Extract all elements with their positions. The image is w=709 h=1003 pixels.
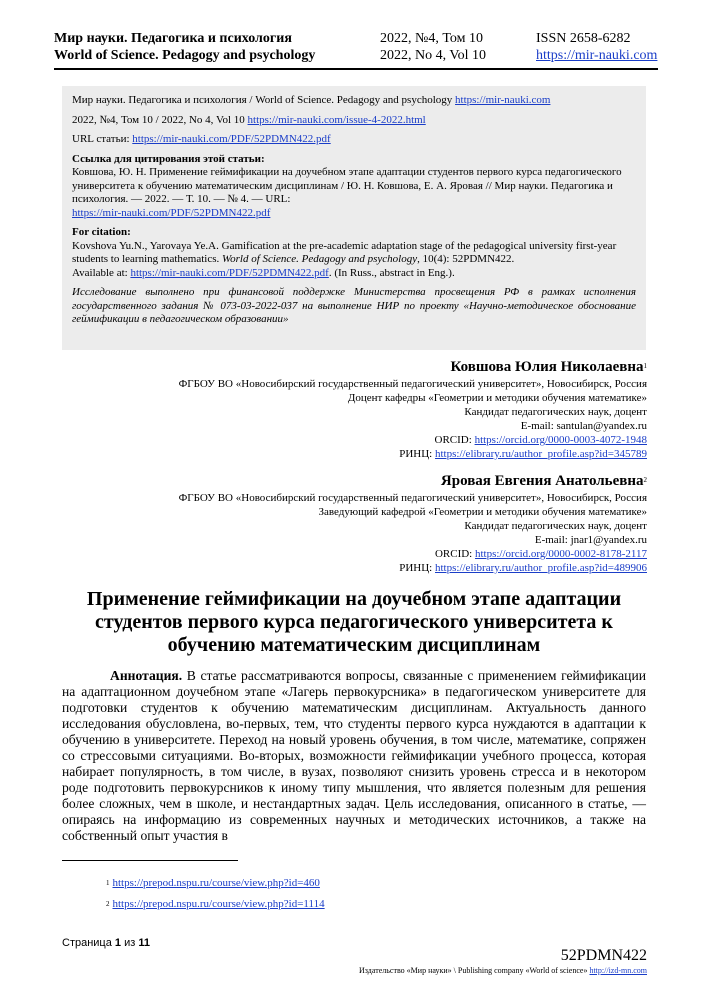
publisher-text: Издательство «Мир науки» \ Publishing company «World of science» bbox=[359, 966, 590, 975]
author-name-text: Яровая Евгения Анатольевна bbox=[440, 473, 644, 489]
citation-info-box bbox=[62, 86, 646, 350]
author-footnote-mark[interactable]: 2 bbox=[643, 476, 647, 484]
header-row-en bbox=[54, 47, 658, 65]
author-rinc-2 bbox=[47, 561, 647, 575]
abstract bbox=[62, 668, 646, 844]
footnote-1 bbox=[106, 876, 320, 890]
journal-name-ru: Мир науки. Педагогика и психология bbox=[54, 31, 292, 46]
author-org-1: ФГБОУ ВО «Новосибирский государственный педагогический университет», Новосибирск, Россия bbox=[178, 378, 647, 390]
footnote-link[interactable]: https://prepod.nspu.ru/course/view.php?id=460 bbox=[112, 877, 320, 889]
issue-en: 2022, No 4, Vol 10 bbox=[380, 48, 487, 63]
article-url-link[interactable]: https://mir-nauki.com/PDF/52PDMN422.pdf bbox=[132, 133, 331, 145]
footnote-divider bbox=[62, 860, 238, 861]
citation-en-text-3: . (In Russ., abstract in Eng.). bbox=[328, 266, 455, 279]
running-header bbox=[54, 30, 658, 70]
orcid-link[interactable]: https://orcid.org/0000-0003-4072-1948 bbox=[474, 434, 647, 446]
orcid-label: ORCID: bbox=[434, 434, 475, 446]
publisher-line bbox=[359, 966, 647, 976]
rinc-link[interactable]: https://elibrary.ru/author_profile.asp?id=489906 bbox=[435, 562, 647, 574]
author-email-2: E-mail: jnar1@yandex.ru bbox=[534, 534, 647, 546]
author-degree-1: Кандидат педагогических наук, доцент bbox=[464, 406, 647, 418]
author-degree-2: Кандидат педагогических наук, доцент bbox=[464, 520, 647, 532]
of-word: из bbox=[121, 937, 139, 949]
citation-en-text: Kovshova Yu.N., Yarovaya Ye.A. Gamification at the pre-academic adaptation stage of the pedagogical university first-year students to learning mathematics. bbox=[72, 239, 617, 265]
author-position-2: Заведующий кафедрой «Геометрии и методики обучения математике» bbox=[318, 506, 647, 518]
issn: ISSN 2658-6282 bbox=[536, 31, 631, 46]
rinc-label: РИНЦ: bbox=[399, 448, 435, 460]
issue-link[interactable]: https://mir-nauki.com/issue-4-2022.html bbox=[247, 113, 426, 126]
citation-en-available: Available at: bbox=[72, 266, 131, 279]
citation-en-text-2: , 10(4): 52PDMN422. bbox=[417, 253, 515, 265]
orcid-link[interactable]: https://orcid.org/0000-0002-8178-2117 bbox=[474, 548, 647, 560]
author-org-2: ФГБОУ ВО «Новосибирский государственный педагогический университет», Новосибирск, Россия bbox=[178, 492, 647, 504]
footnote-2 bbox=[106, 897, 325, 911]
author-name-1 bbox=[47, 358, 647, 376]
url-line bbox=[72, 133, 636, 147]
citation-en-label: For citation: bbox=[72, 226, 131, 238]
citation-ru-link[interactable]: https://mir-nauki.com/PDF/52PDMN422.pdf bbox=[72, 206, 271, 219]
rinc-link[interactable]: https://elibrary.ru/author_profile.asp?id=345789 bbox=[435, 448, 647, 460]
page-number bbox=[62, 936, 150, 950]
journal-link[interactable]: https://mir-nauki.com bbox=[455, 94, 551, 106]
abstract-label: Аннотация. bbox=[110, 668, 183, 683]
author-name-2 bbox=[47, 472, 647, 490]
citation-ru-text: Ковшова, Ю. Н. Применение геймификации на доучебном этапе адаптации студентов первого курса педагогического университета к обучению математическим дисциплинам / Ю. Н. Ковшова, Е. А. Яровая // Мир науки. Педагогика и психология. — 2022. — Т. 10. — № 4. — URL: bbox=[72, 166, 622, 205]
author-block-2 bbox=[47, 472, 647, 575]
author-orcid-1 bbox=[47, 433, 647, 447]
author-position-1: Доцент кафедры «Геометрии и методики обучения математике» bbox=[347, 392, 647, 404]
citation-en-journal: World of Science. Pedagogy and psychology bbox=[222, 253, 418, 265]
article-title: Применение геймификации на доучебном этапе адаптации студентов первого курса педагогического университета к обучению математическим дисциплинам bbox=[86, 588, 622, 656]
total-pages: 11 bbox=[138, 937, 150, 949]
publisher-link[interactable]: http://izd-mn.com bbox=[589, 966, 647, 975]
journal-name-en: World of Science. Pedagogy and psychology bbox=[54, 48, 316, 63]
site-link[interactable]: https://mir-nauki.com bbox=[536, 48, 658, 63]
abstract-text: В статье рассматриваются вопросы, связанные с применением геймификации на адаптационном доучебном этапе «Лагерь первокурсника» в педагогическом университете для подготовки студентов к обучению математическим дисциплинам. Актуальность данного исследования обусловлена, во-первых, тем, что студенты первого курса нуждаются в адаптации к обучению в университете. Переход на новый уровень обучения, в том числе, математике, сопряжен со стрессовыми ситуациями. Во-вторых, возможности геймификации учебного процесса, которая набирает популярность, в том числе, в вузах, позволяют снизить уровень стресса и в некотором роде подготовить первокурсников к иному типу мышления, что является полезным для решения более сложных, чем в школе, и нестандартных задач. Цель исследования, описанного в статье, — опираясь на информацию из современных научных и методических источников, а также на собственный опыт участия в bbox=[62, 668, 646, 843]
author-footnote-mark[interactable]: 1 bbox=[643, 362, 647, 370]
author-orcid-2 bbox=[47, 547, 647, 561]
author-name-text: Ковшова Юлия Николаевна bbox=[450, 359, 644, 375]
journal-line-text: Мир науки. Педагогика и психология / World of Science. Pedagogy and psychology bbox=[72, 94, 456, 106]
citation-ru-label: Ссылка для цитирования этой статьи: bbox=[72, 152, 265, 165]
funding-note: Исследование выполнено при финансовой поддержке Министерства просвещения РФ в рамках исполнения государственного задания № 073-03-2022-037 на выполнение НИР по проекту «Научно-методическое обоснование геймификации в педагогическом образовании» bbox=[72, 286, 636, 325]
header-row-ru bbox=[54, 30, 658, 48]
citation-en-link[interactable]: https://mir-nauki.com/PDF/52PDMN422.pdf bbox=[130, 266, 329, 279]
current-page: 1 bbox=[114, 937, 122, 949]
citation-ru bbox=[72, 153, 636, 221]
author-email-1: E-mail: santulan@yandex.ru bbox=[520, 420, 647, 432]
orcid-label: ORCID: bbox=[434, 548, 475, 560]
footnote-number: 1 bbox=[106, 879, 110, 887]
article-code: 52PDMN422 bbox=[560, 947, 647, 964]
rinc-label: РИНЦ: bbox=[399, 562, 435, 574]
issue-ru: 2022, №4, Том 10 bbox=[380, 31, 483, 46]
journal-line bbox=[72, 94, 636, 108]
issue-line-text: 2022, №4, Том 10 / 2022, No 4, Vol 10 bbox=[72, 113, 248, 126]
author-rinc-1 bbox=[47, 447, 647, 461]
author-block-1 bbox=[47, 358, 647, 461]
issue-line bbox=[72, 114, 636, 128]
url-label: URL статьи: bbox=[72, 133, 133, 145]
page-word: Страница bbox=[62, 937, 115, 949]
citation-en bbox=[72, 226, 636, 280]
footnote-number: 2 bbox=[106, 900, 110, 908]
footnote-link[interactable]: https://prepod.nspu.ru/course/view.php?id=1114 bbox=[112, 898, 325, 910]
